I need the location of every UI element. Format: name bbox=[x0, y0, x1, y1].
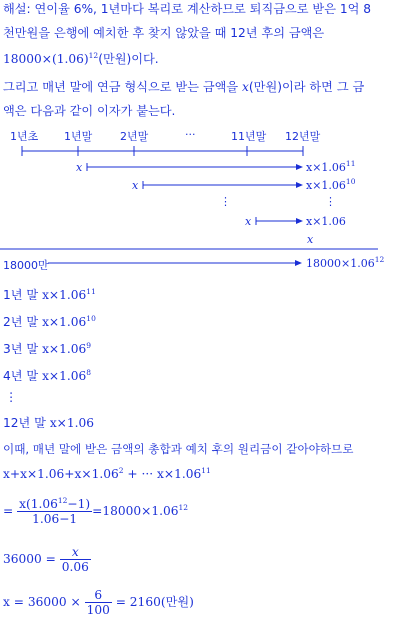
timeline-label-year2: 2년말 bbox=[120, 130, 149, 143]
row1-right: $x\times 1.06^{11}$ bbox=[306, 159, 356, 174]
conclusion-text: 이때, 매년 말에 받은 금액의 총합과 예치 후의 원리금이 같아야하므로 bbox=[3, 442, 354, 456]
year-4-amount: 4년 말 $x\times 1.06^8$ bbox=[3, 368, 92, 383]
row2-left: x bbox=[132, 179, 139, 192]
year-12-amount: 12년 말 x×1.06 bbox=[3, 416, 95, 430]
variable-x: x bbox=[242, 80, 249, 94]
row4-left: x bbox=[245, 215, 252, 228]
timeline-label-start: 1년초 bbox=[10, 130, 39, 143]
timeline-lines bbox=[0, 124, 400, 274]
timeline-label-year11: 11년말 bbox=[231, 130, 267, 143]
fraction: $\frac{6}{100}$ bbox=[86, 588, 110, 617]
explanation-line-3: $18000\times(1.06)^{12}$(만원)이다. bbox=[3, 51, 159, 66]
exponent: 12 bbox=[88, 51, 99, 60]
fraction: $\frac{x}{0.06}$ bbox=[61, 545, 89, 574]
arrowhead bbox=[296, 218, 303, 224]
annuity-line-1: 그리고 매년 말에 연금 형식으로 받는 금액을 x(만원)이라 하면 그 금 bbox=[3, 80, 365, 94]
row5-right: x bbox=[307, 233, 314, 246]
year-1-amount: 1년 말 $x\times 1.06^{11}$ bbox=[3, 287, 96, 302]
timeline-label-ellipsis: ··· bbox=[185, 128, 196, 141]
solve-equation: 36000 = $\frac{x}{0.06}$ bbox=[3, 545, 89, 574]
final-answer: x = 36000 × $\frac{6}{100}$ = 2160(만원) bbox=[3, 588, 194, 617]
principal-future-value: $18000\times 1.06^{12}$ bbox=[306, 255, 385, 270]
timeline-label-year1: 1년말 bbox=[64, 130, 93, 143]
row4-right: x×1.06 bbox=[306, 215, 346, 228]
row2-right: $x\times 1.06^{10}$ bbox=[306, 177, 356, 192]
arrowhead bbox=[295, 260, 302, 266]
explanation-line-1: 해설: 연이율 6%, 1년마다 복리로 계산하므로 퇴직금으로 받은 1억 8 bbox=[3, 2, 371, 16]
explanation-line-2: 천만원을 은행에 예치한 후 찾지 않았을 때 12년 후의 금액은 bbox=[3, 26, 325, 40]
annuity-line-2: 액은 다음과 같이 이자가 붙는다. bbox=[3, 104, 176, 118]
timeline-diagram bbox=[0, 124, 400, 274]
fraction: $\frac{x(1.06^{12}-1)}{1.06-1}$ bbox=[19, 496, 91, 526]
vertical-dots: ⋮ bbox=[5, 390, 18, 404]
principal-label: 18000만 bbox=[3, 259, 49, 272]
sum-equation: $x+x\times 1.06+x\times 1.06^2$ + ··· $x\times 1.06^{11}$ bbox=[3, 466, 211, 481]
arrowhead bbox=[296, 182, 303, 188]
year-2-amount: 2년 말 $x\times 1.06^{10}$ bbox=[3, 314, 96, 329]
vertical-dots: ⋮ bbox=[220, 195, 231, 208]
future-value-expression: 18000×(1.06) bbox=[3, 52, 89, 66]
vertical-dots: ⋮ bbox=[325, 195, 336, 208]
row1-left: x bbox=[76, 161, 83, 174]
year-3-amount: 3년 말 $x\times 1.06^9$ bbox=[3, 341, 92, 356]
geometric-sum-equation: = $\frac{x(1.06^{12}-1)}{1.06-1}$ $=18000\times 1.06^{12}$ bbox=[3, 496, 189, 526]
arrowhead bbox=[296, 164, 303, 170]
timeline-label-year12: 12년말 bbox=[285, 130, 321, 143]
